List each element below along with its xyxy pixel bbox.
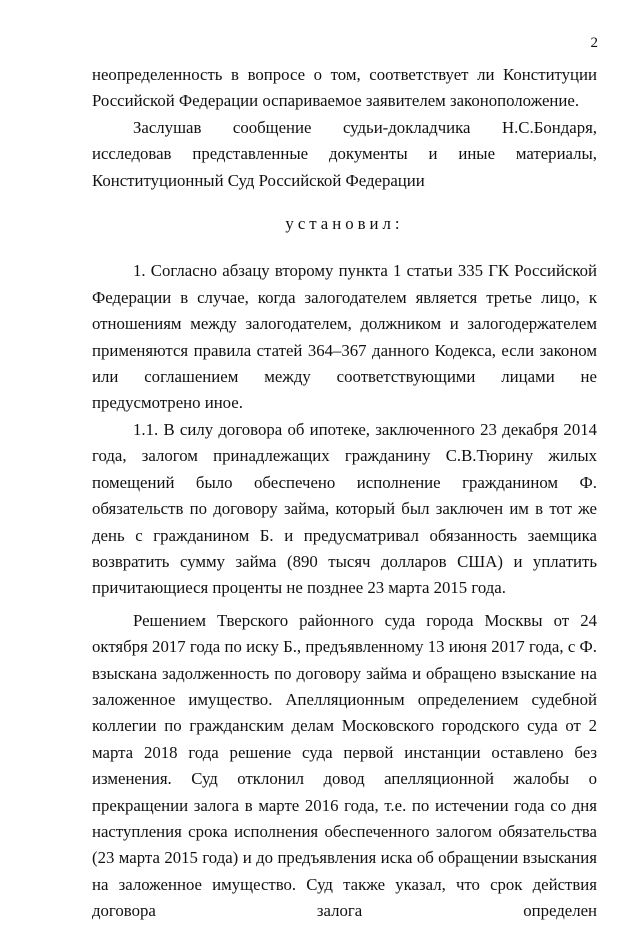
paragraph-court-decision: Решением Тверского районного суда города Москвы от 24 октября 2017 года по иску Б., предъявленному 13 июня 2017 года, с Ф. взыскана задолженность по договору займа и обращено взыскание на заложенное имущество. Апелляционным определением судебной коллегии по гражданским делам Московского городского суда от 2 марта 2018 года решение суда первой инстанции оставлено без изменения. Суд отклонил довод апелляционной жалобы о прекращении залога в марте 2016 года, т.е. по истечении года со дня наступления срока исполнения обеспеченного залогом обязательства (23 марта 2015 года) и до предъявления иска об обращении взыскания на заложенное имущество. Суд также указал, что срок действия договора залога определен — [92, 610, 597, 921]
paragraph-continuation: неопределенность в вопросе о том, соответствует ли Конституции Российской Федерации оспариваемое заявителем законоположение. — [92, 65, 597, 111]
paragraph-1: 1. Согласно абзацу второму пункта 1 статьи 335 ГК Российской Федерации в случае, когда залогодателем является третье лицо, к отношениям между залогодателем, должником и залогодержателем применяются правила статей 364–367 данного Кодекса, если законом или соглашением между соответствующими лицами не предусмотрено иное. — [92, 261, 597, 413]
paragraph-hearing: Заслушав сообщение судьи-докладчика Н.С.Бондаря, исследовав представленные документы и иные материалы, Конституционный Суд Российской Федерации — [92, 117, 597, 190]
section-heading: установил: — [285, 214, 404, 234]
paragraph-1-1: 1.1. В силу договора об ипотеке, заключенного 23 декабря 2014 года, залогом принадлежащих гражданину С.В.Тюрину жилых помещений было обеспечено исполнение гражданином Ф. обязательств по договору займа, который был заключен им в тот же день с гражданином Б. и предусматривал обязанность заемщика возвратить сумму займа (890 тысяч долларов США) и уплатить причитающиеся проценты не позднее 23 марта 2015 года. — [92, 419, 597, 598]
document-body — [92, 62, 597, 925]
page-number: 2 — [590, 35, 598, 51]
